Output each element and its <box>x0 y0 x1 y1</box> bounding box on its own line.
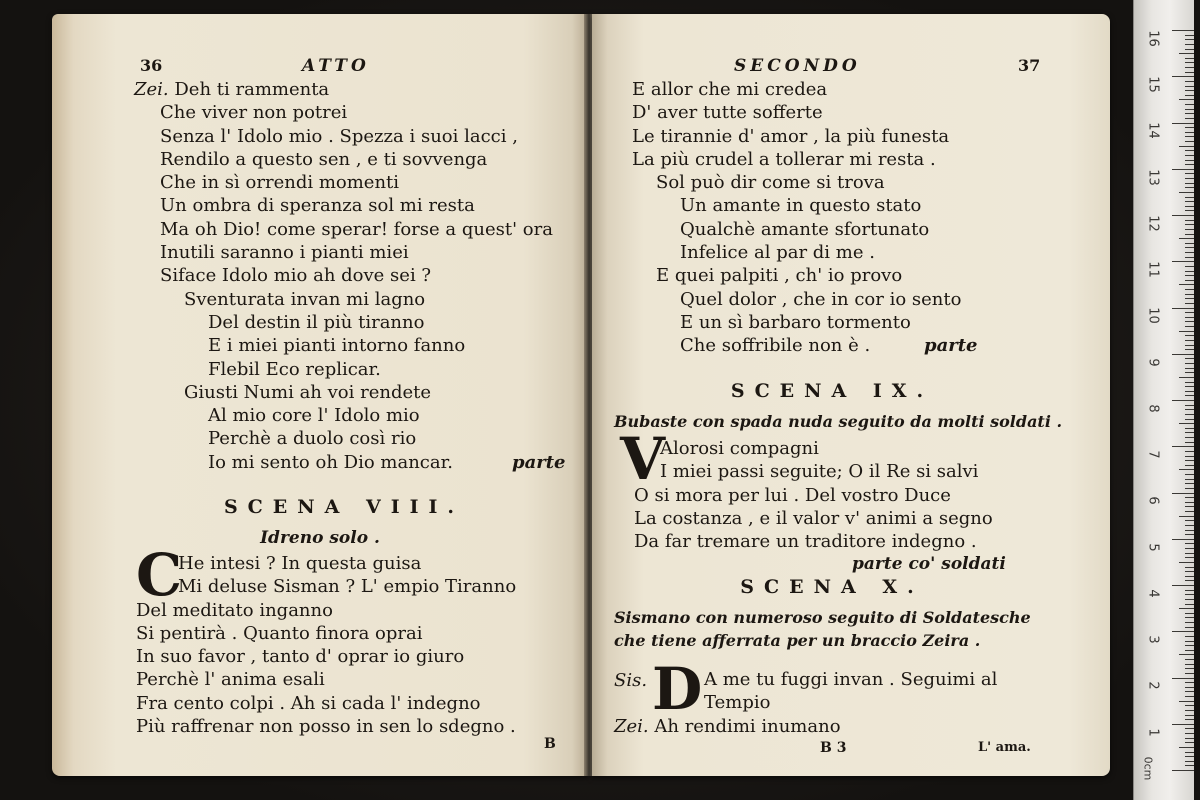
ruler-tick <box>1185 391 1194 392</box>
ruler-tick <box>1172 123 1194 124</box>
ruler-tick <box>1185 289 1194 290</box>
ruler-tick <box>1179 331 1194 332</box>
verse-line: Sol può dir come si trova <box>656 172 885 194</box>
stage-direction-exit: parte <box>512 451 566 473</box>
ruler-tick <box>1179 53 1194 54</box>
ruler-tick <box>1185 738 1194 739</box>
ruler-tick <box>1185 155 1194 156</box>
ruler-tick <box>1185 511 1194 512</box>
ruler-tick <box>1179 608 1194 609</box>
ruler-tick <box>1185 58 1194 59</box>
scene-x-stage-line: che tiene afferrata per un braccio Zeira . <box>614 631 981 650</box>
ruler-tick <box>1185 594 1194 595</box>
ruler-tick <box>1185 710 1194 711</box>
ruler-tick <box>1185 414 1194 415</box>
drop-cap: C <box>136 541 183 609</box>
ruler-tick <box>1172 400 1194 401</box>
ruler-tick <box>1185 363 1194 364</box>
ruler-tick <box>1185 95 1194 96</box>
verse-line <box>134 451 566 474</box>
ruler-tick <box>1185 210 1194 211</box>
ruler-tick <box>1185 132 1194 133</box>
ruler-tick <box>1185 234 1194 235</box>
verse-line: E i miei pianti intorno fanno <box>208 335 466 357</box>
ruler-tick <box>1185 645 1194 646</box>
verse-line <box>614 715 841 738</box>
ruler-tick <box>1185 534 1194 535</box>
ruler-tick <box>1185 442 1194 443</box>
ruler-tick <box>1185 456 1194 457</box>
scene-title-ix: SCENA IX. <box>730 380 934 402</box>
ruler-tick <box>1185 636 1194 637</box>
ruler-tick <box>1185 317 1194 318</box>
verse-line: Si pentirà . Quanto finora oprai <box>136 622 423 644</box>
ruler-tick <box>1179 99 1194 100</box>
ruler-tick <box>1185 340 1194 341</box>
right-page <box>592 14 1110 776</box>
ruler-tick <box>1185 641 1194 642</box>
drop-cap: D <box>652 655 703 723</box>
ruler-tick <box>1185 49 1194 50</box>
ruler-number: 3 <box>1145 635 1161 644</box>
ruler-tick <box>1185 696 1194 697</box>
ruler-tick <box>1185 382 1194 383</box>
ruler-number: 16 <box>1145 30 1161 47</box>
ruler-tick <box>1172 215 1194 216</box>
ruler-tick <box>1185 349 1194 350</box>
verse-line: Giusti Numi ah voi rendete <box>184 381 432 403</box>
verse-line: E un sì barbaro tormento <box>680 311 911 333</box>
ruler-tick <box>1185 622 1194 623</box>
ruler-tick <box>1185 294 1194 295</box>
ruler-number: 11 <box>1145 261 1161 278</box>
ruler-tick <box>1185 127 1194 128</box>
ruler-tick <box>1179 238 1194 239</box>
ruler-tick <box>1185 437 1194 438</box>
ruler-tick <box>1179 284 1194 285</box>
ruler-tick <box>1185 553 1194 554</box>
ruler-tick <box>1172 76 1194 77</box>
verse-line: Che in sì orrendi momenti <box>160 172 400 194</box>
scene-ix-stage-direction: Bubaste con spada nuda seguito da molti soldati . <box>614 412 1063 431</box>
verse-line: Da far tremare un traditore indegno . <box>634 531 977 553</box>
page-number-left: 36 <box>140 56 163 75</box>
speaker-label: Zei. <box>614 716 649 737</box>
page-number-right: 37 <box>1018 56 1041 75</box>
ruler-number: 4 <box>1145 589 1161 598</box>
verse-line: In suo favor , tanto d' oprar io giuro <box>136 646 465 668</box>
verse-line: I miei passi seguite; O il Re si salvi <box>660 461 979 483</box>
ruler-tick <box>1185 358 1194 359</box>
ruler-tick <box>1185 705 1194 706</box>
verse-line: Siface Idolo mio ah dove sei ? <box>160 265 432 287</box>
ruler-tick <box>1185 104 1194 105</box>
ruler-tick <box>1179 747 1194 748</box>
speaker-label: Sis. <box>614 670 648 691</box>
ruler-tick <box>1185 183 1194 184</box>
ruler-tick <box>1185 275 1194 276</box>
ruler-tick <box>1185 687 1194 688</box>
ruler-tick <box>1185 164 1194 165</box>
verse-line <box>134 78 553 101</box>
ruler-tick <box>1185 497 1194 498</box>
ruler-tick <box>1185 118 1194 119</box>
ruler-tick <box>1185 432 1194 433</box>
verse-line: Perchè l' anima esali <box>136 669 325 691</box>
left-verse-block <box>134 78 566 474</box>
ruler-tick <box>1185 506 1194 507</box>
ruler-tick <box>1185 113 1194 114</box>
ruler-number: 12 <box>1145 215 1161 232</box>
ruler-tick <box>1185 557 1194 558</box>
ruler-tick <box>1172 631 1194 632</box>
ruler-tick <box>1185 220 1194 221</box>
ruler-tick <box>1172 678 1194 679</box>
ruler-tick <box>1185 530 1194 531</box>
verse-text: Che soffribile non è . <box>680 335 871 357</box>
scene-title-viii: SCENA VIII. <box>223 496 465 518</box>
ruler-tick <box>1185 742 1194 743</box>
verse-line: He intesi ? In questa guisa <box>178 553 422 574</box>
ruler-tick <box>1185 548 1194 549</box>
verse-line: Ma oh Dio! come sperar! forse a quest' ora <box>160 218 553 240</box>
ruler-tick <box>1185 604 1194 605</box>
verse-line: Tempio <box>704 692 771 714</box>
verse-text: Ah rendimi inumano <box>654 716 841 737</box>
ruler-tick <box>1185 525 1194 526</box>
scene-x-stage-line: Sismano con numeroso seguito di Soldatesche <box>614 608 1031 627</box>
verse-line: Perchè a duolo così rio <box>208 428 417 450</box>
ruler-tick <box>1185 141 1194 142</box>
ruler-number: 1 <box>1145 728 1161 737</box>
verse-line: D' aver tutte sofferte <box>632 102 823 124</box>
ruler-number: 2 <box>1145 681 1161 691</box>
ruler-tick <box>1185 451 1194 452</box>
verse-line: Un amante in questo stato <box>680 195 922 217</box>
verse-line: Fra cento colpi . Ah si cada l' indegno <box>136 692 481 714</box>
ruler-tick <box>1185 39 1194 40</box>
ruler-tick <box>1185 187 1194 188</box>
ruler-tick <box>1185 62 1194 63</box>
ruler-tick <box>1185 719 1194 720</box>
ruler-tick <box>1179 516 1194 517</box>
verse-line: Alorosi compagni <box>660 438 819 459</box>
ruler-tick <box>1185 673 1194 674</box>
ruler-tick <box>1185 761 1194 762</box>
ruler-tick <box>1172 493 1194 494</box>
ruler-tick <box>1185 321 1194 322</box>
ruler-tick <box>1185 150 1194 151</box>
scene-title-x: SCENA X. <box>740 576 924 598</box>
ruler-tick <box>1185 67 1194 68</box>
ruler-tick <box>1185 488 1194 489</box>
verse-line: Al mio core l' Idolo mio <box>208 405 420 427</box>
ruler-tick <box>1185 345 1194 346</box>
verse-line: O si mora per lui . Del vostro Duce <box>634 484 951 506</box>
ruler-tick <box>1185 395 1194 396</box>
speaker-label: Zei. <box>134 79 169 100</box>
ruler-tick <box>1185 224 1194 225</box>
ruler-tick <box>1185 576 1194 577</box>
verse-text: Deh ti rammenta <box>174 79 330 100</box>
ruler-tick <box>1172 30 1194 31</box>
ruler-tick <box>1185 409 1194 410</box>
ruler-tick <box>1185 160 1194 161</box>
ruler-tick <box>1172 308 1194 309</box>
verse-text: Io mi sento oh Dio mancar. <box>208 451 453 473</box>
ruler-tick <box>1172 585 1194 586</box>
ruler-tick <box>1185 571 1194 572</box>
ruler-tick <box>1185 72 1194 73</box>
ruler-tick <box>1185 90 1194 91</box>
ruler-tick <box>1179 562 1194 563</box>
ruler-tick <box>1185 405 1194 406</box>
ruler-number: 15 <box>1145 76 1161 93</box>
verse-line: A me tu fuggi invan . Seguimi al <box>704 669 998 690</box>
ruler-tick <box>1185 197 1194 198</box>
verse-line: E allor che mi credea <box>632 79 828 100</box>
right-verse-block <box>632 78 978 358</box>
verse-line: Più raffrenar non posso in sen lo sdegno . <box>136 716 516 738</box>
verse-line: Un ombra di speranza sol mi resta <box>160 195 475 217</box>
ruler-number: 5 <box>1145 543 1161 552</box>
ruler-tick <box>1185 247 1194 248</box>
ruler-tick <box>1179 469 1194 470</box>
ruler-number: 8 <box>1145 404 1161 413</box>
ruler-tick <box>1185 580 1194 581</box>
ruler-tick <box>1185 682 1194 683</box>
ruler-tick <box>1185 81 1194 82</box>
ruler-number: 9 <box>1145 358 1161 367</box>
ruler-tick <box>1179 423 1194 424</box>
running-head-left: ATTO <box>302 56 370 76</box>
ruler-tick <box>1185 206 1194 207</box>
ruler-tick <box>1185 474 1194 475</box>
ruler-tick <box>1185 715 1194 716</box>
ruler-tick <box>1185 765 1194 766</box>
ruler-tick <box>1185 303 1194 304</box>
ruler-tick <box>1185 599 1194 600</box>
ruler-tick <box>1185 659 1194 660</box>
ruler-tick <box>1185 465 1194 466</box>
ruler-tick <box>1185 44 1194 45</box>
ruler-tick <box>1185 229 1194 230</box>
verse-line: Flebil Eco replicar. <box>208 358 381 380</box>
measuring-ruler <box>1133 0 1194 800</box>
signature-mark-left: B <box>544 736 556 752</box>
scene-x-verse-block <box>704 668 997 715</box>
ruler-tick <box>1185 372 1194 373</box>
verse-line: Rendilo a questo sen , e ti sovvenga <box>160 148 488 170</box>
ruler-tick <box>1179 654 1194 655</box>
ruler-tick <box>1185 664 1194 665</box>
ruler-tick <box>1172 770 1194 771</box>
ruler-number: 13 <box>1145 168 1161 186</box>
ruler-tick <box>1185 173 1194 174</box>
ruler-number: 6 <box>1145 496 1161 506</box>
ruler-tick <box>1172 724 1194 725</box>
ruler-tick <box>1185 733 1194 734</box>
scene-ix-verse-block <box>634 437 993 553</box>
verse-line: La più crudel a tollerar mi resta . <box>632 148 936 170</box>
verse-line: Quel dolor , che in cor io sento <box>680 288 962 310</box>
ruler-unit-label: 0cm <box>1141 756 1155 781</box>
ruler-tick <box>1185 368 1194 369</box>
ruler-tick <box>1179 701 1194 702</box>
ruler-tick <box>1185 650 1194 651</box>
ruler-tick <box>1179 192 1194 193</box>
verse-line: Del destin il più tiranno <box>208 311 425 333</box>
drop-cap: V <box>620 425 666 493</box>
verse-line: Sventurata invan mi lagno <box>184 288 426 310</box>
ruler-tick <box>1185 35 1194 36</box>
ruler-tick <box>1185 326 1194 327</box>
ruler-tick <box>1185 252 1194 253</box>
scene-ix-exit: parte co' soldati <box>852 554 1006 574</box>
ruler-tick <box>1172 354 1194 355</box>
open-book <box>52 14 1110 776</box>
ruler-number: 10 <box>1145 307 1161 325</box>
ruler-tick <box>1185 136 1194 137</box>
ruler-tick <box>1185 756 1194 757</box>
verse-line: Inutili saranno i pianti miei <box>160 242 409 264</box>
ruler-tick <box>1172 539 1194 540</box>
verse-line: Del meditato inganno <box>136 599 333 621</box>
ruler-tick <box>1185 543 1194 544</box>
verse-line: E quei palpiti , ch' io provo <box>656 265 903 287</box>
ruler-tick <box>1185 567 1194 568</box>
ruler-tick <box>1185 617 1194 618</box>
ruler-tick <box>1185 590 1194 591</box>
ruler-tick <box>1185 298 1194 299</box>
ruler-tick <box>1185 460 1194 461</box>
scene-x-reply <box>614 715 841 738</box>
verse-line: La costanza , e il valor v' animi a segno <box>634 507 993 529</box>
ruler-tick <box>1185 479 1194 480</box>
ruler-tick <box>1185 613 1194 614</box>
running-head-right: SECONDO <box>734 56 861 76</box>
ruler-tick <box>1185 691 1194 692</box>
ruler-tick <box>1185 627 1194 628</box>
ruler-tick <box>1185 312 1194 313</box>
ruler-tick <box>1185 483 1194 484</box>
ruler-tick <box>1185 266 1194 267</box>
ruler-tick <box>1179 146 1194 147</box>
scene-stage-direction: Idreno solo . <box>260 528 380 548</box>
ruler-tick <box>1185 520 1194 521</box>
ruler-tick <box>1185 428 1194 429</box>
verse-line: Che viver non potrei <box>160 102 348 124</box>
catchword: L' ama. <box>978 740 1031 755</box>
signature-mark-right: B 3 <box>820 740 847 756</box>
verse-line: Senza l' Idolo mio . Spezza i suoi lacci , <box>160 125 518 147</box>
ruler-tick <box>1185 752 1194 753</box>
ruler-tick <box>1185 668 1194 669</box>
ruler-number: 14 <box>1145 122 1161 140</box>
ruler-tick <box>1172 261 1194 262</box>
ruler-tick <box>1179 377 1194 378</box>
verse-line <box>632 334 978 357</box>
stage-direction-exit: parte <box>924 335 978 357</box>
ruler-tick <box>1185 109 1194 110</box>
left-page <box>52 14 588 776</box>
ruler-tick <box>1185 335 1194 336</box>
ruler-tick <box>1185 86 1194 87</box>
ruler-tick <box>1185 271 1194 272</box>
ruler-tick <box>1185 178 1194 179</box>
ruler-tick <box>1185 419 1194 420</box>
ruler-tick <box>1185 502 1194 503</box>
verse-line: Infelice al par di me . <box>680 242 875 264</box>
ruler-tick <box>1185 280 1194 281</box>
ruler-number: 7 <box>1145 450 1161 459</box>
verse-line: Qualchè amante sfortunato <box>680 218 930 240</box>
ruler-tick <box>1185 243 1194 244</box>
ruler-tick <box>1185 728 1194 729</box>
verse-line: Le tirannie d' amor , la più funesta <box>632 125 950 147</box>
verse-line: Mi deluse Sisman ? L' empio Tiranno <box>178 576 517 598</box>
scene-viii-verse-block <box>136 541 517 738</box>
ruler-tick <box>1185 386 1194 387</box>
ruler-tick <box>1172 446 1194 447</box>
ruler-tick <box>1185 201 1194 202</box>
ruler-tick <box>1172 169 1194 170</box>
ruler-tick <box>1185 257 1194 258</box>
